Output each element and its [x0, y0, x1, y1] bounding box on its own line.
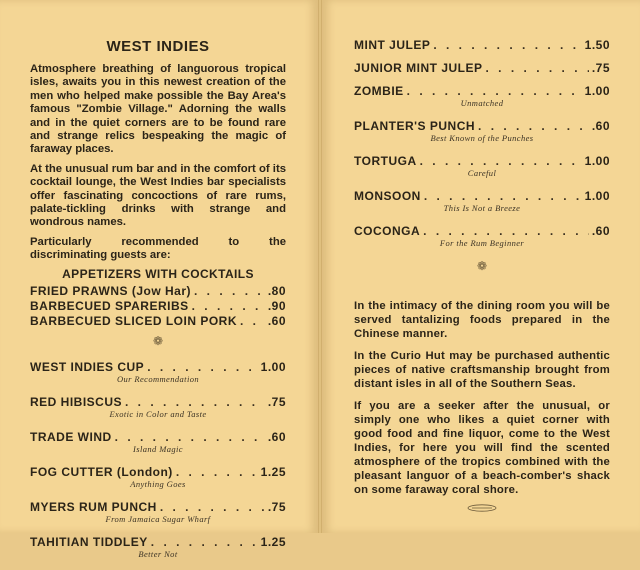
leader-dots — [240, 314, 265, 328]
appetizer-price: .60 — [267, 313, 286, 328]
drink-description: From Jamaica Sugar Wharf — [105, 513, 211, 524]
appetizer-item — [30, 284, 286, 298]
appetizer-name: BARBECUED SPARERIBS — [30, 298, 189, 313]
leader-dots — [478, 119, 589, 133]
leader-dots — [160, 500, 265, 514]
drink-price: .75 — [267, 499, 286, 514]
drink-item — [30, 430, 286, 454]
drink-line — [354, 38, 610, 52]
leader-dots — [176, 465, 258, 479]
drink-description: This Is Not a Breeze — [443, 203, 521, 213]
drink-price: .60 — [591, 224, 610, 238]
drink-name: RED HIBISCUS — [30, 394, 123, 409]
appetizers-heading: APPETIZERS WITH COCKTAILS — [62, 266, 254, 281]
leader-dots — [194, 284, 265, 298]
drink-line — [30, 500, 286, 514]
appetizer-name: BARBECUED SLICED LOIN PORK — [30, 313, 238, 328]
appetizer-price: .90 — [267, 298, 286, 313]
drink-description: Careful — [467, 168, 497, 178]
recommended-paragraph: Particularly recommended to the discriminating guests are: — [30, 235, 286, 262]
drink-name: COCONGA — [354, 224, 421, 238]
flower-ornament-icon: ❁ — [152, 333, 164, 348]
drink-price: .60 — [591, 119, 610, 133]
drink-item — [354, 189, 610, 213]
drink-item — [354, 224, 610, 248]
leader-dots — [125, 395, 265, 409]
curio-hut-paragraph: In the Curio Hut may be purchased authentic pieces of native craftsmanship brought from distant isles in all of the Southern Seas. — [354, 350, 610, 390]
drink-name: MYERS RUM PUNCH — [30, 499, 157, 514]
left-column — [30, 38, 286, 570]
right-column — [354, 38, 610, 513]
appetizer-name: FRIED PRAWNS (Jow Har) — [30, 283, 192, 298]
drink-name: TAHITIAN TIDDLEY — [30, 534, 148, 549]
drink-item — [354, 84, 610, 108]
drink-name: JUNIOR MINT JULEP — [354, 61, 483, 75]
drink-line — [354, 224, 610, 238]
appetizer-price: .80 — [267, 283, 286, 298]
union-label-mark-icon — [465, 503, 499, 513]
drink-description: Anything Goes — [130, 478, 186, 489]
appetizer-item — [30, 299, 286, 313]
drink-price: 1.25 — [260, 534, 286, 549]
leader-dots — [424, 189, 582, 203]
leader-dots — [486, 61, 589, 75]
drink-item — [354, 38, 610, 52]
appetizer-item — [30, 314, 286, 328]
drink-description: Our Recommendation — [116, 373, 200, 384]
drink-line — [354, 154, 610, 168]
drink-item — [30, 360, 286, 384]
leader-dots — [151, 535, 258, 549]
leader-dots — [433, 38, 581, 52]
drink-name: ZOMBIE — [354, 84, 404, 98]
drink-name: MINT JULEP — [354, 38, 431, 52]
drink-price: 1.00 — [260, 359, 286, 374]
leader-dots — [423, 224, 589, 238]
drink-description: Island Magic — [133, 443, 183, 454]
drink-name: MONSOON — [354, 189, 421, 203]
drink-price: .75 — [591, 61, 610, 75]
center-fold — [318, 0, 322, 533]
drink-item — [354, 119, 610, 143]
drink-line — [30, 535, 286, 549]
drink-name: FOG CUTTER (London) — [30, 464, 173, 479]
leader-dots — [192, 299, 265, 313]
drink-name: TORTUGA — [354, 154, 417, 168]
drink-item — [354, 154, 610, 178]
drink-item — [30, 500, 286, 524]
drink-name: TRADE WIND — [30, 429, 112, 444]
drink-price: 1.50 — [584, 38, 610, 52]
drink-item — [30, 535, 286, 559]
flower-ornament-icon: ❁ — [476, 259, 488, 273]
page-title: WEST INDIES — [106, 38, 210, 55]
drink-price: .75 — [267, 394, 286, 409]
drink-line — [30, 395, 286, 409]
drink-price: 1.00 — [584, 154, 610, 168]
drink-price: 1.00 — [584, 189, 610, 203]
drink-price: 1.25 — [260, 464, 286, 479]
leader-dots — [420, 154, 582, 168]
intro-paragraph: Atmosphere breathing of languorous tropical isles, awaits you in this newest creation of the men who helped make possible the Bay Area's famous "Zombie Village." Adorning the walls and in the quiet corners are to be found rare and strange relics bespeaking the magic of faraway places. — [30, 63, 286, 156]
drink-description: For the Rum Beginner — [439, 238, 525, 248]
leader-dots — [147, 360, 257, 374]
rum-bar-paragraph: At the unusual rum bar and in the comfort of its cocktail lounge, the West Indies bar specialists offer fascinating concoctions of rare rums, palate-tickling drinks with strange and wondrous names. — [30, 162, 286, 229]
drink-description: Exotic in Color and Taste — [109, 408, 207, 419]
drink-line — [30, 360, 286, 374]
drink-line — [354, 84, 610, 98]
drink-price: .60 — [267, 429, 286, 444]
drink-item — [30, 395, 286, 419]
drink-line — [354, 189, 610, 203]
drink-description: Better Not — [138, 548, 178, 559]
drink-line — [30, 430, 286, 444]
drink-price: 1.00 — [584, 84, 610, 98]
drink-name: WEST INDIES CUP — [30, 359, 145, 374]
leader-dots — [115, 430, 265, 444]
drink-line — [30, 465, 286, 479]
drink-item — [30, 465, 286, 489]
leader-dots — [407, 84, 582, 98]
drink-item — [354, 61, 610, 75]
drink-line — [354, 119, 610, 133]
drink-description: Best Known of the Punches — [430, 133, 534, 143]
drink-name: PLANTER'S PUNCH — [354, 119, 476, 133]
closing-paragraph: If you are a seeker after the unusual, or simply one who likes a quiet corner with good food and fine liquor, come to the West Indies, for here you will find the scented atmosphere of the tropics combined with the pleasant languor of a beach-comber's shack on some faraway coral shore. — [354, 400, 610, 496]
drink-description: Unmatched — [460, 98, 504, 108]
dining-room-paragraph: In the intimacy of the dining room you will be served tantalizing foods prepared in the Chinese manner. — [354, 300, 610, 340]
drink-line — [354, 61, 610, 75]
